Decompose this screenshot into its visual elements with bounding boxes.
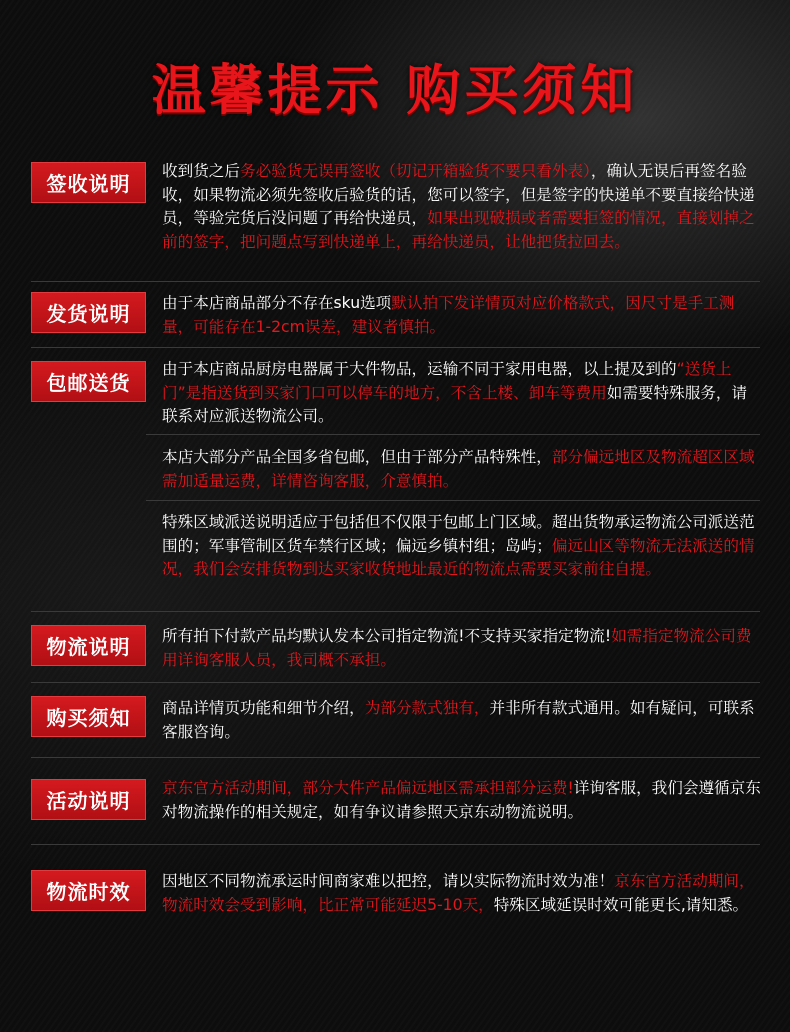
tag-free-delivery: 包邮送货 <box>31 361 146 402</box>
paragraph-free-delivery-3 <box>162 511 762 582</box>
tag-sign-receipt: 签收说明 <box>31 162 146 203</box>
tag-delivery-time: 物流时效 <box>31 870 146 911</box>
text-segment: ，确认无误后再签名验收，如果物流必须先签收后验货的话，您可以签字，但是签字的快递单不要直接给快递员，等验完货后没问题了再给快递员， <box>162 162 755 228</box>
text-segment-highlight: 务必验货无误再签收（切记开箱验货不要只看外表） <box>239 162 591 180</box>
divider <box>146 434 760 435</box>
paragraph-purchase-notice <box>162 697 762 744</box>
tag-shipping: 发货说明 <box>31 292 146 333</box>
text-segment: 特殊区域派送说明适应于包括但不仅限于包邮上门区域。超出货物承运物流公司派送范围的；军事管制区货车禁行区域；偏远乡镇村组；岛屿； <box>162 513 755 555</box>
divider <box>31 844 760 845</box>
text-segment: 由于本店商品厨房电器属于大件物品，运输不同于家用电器，以上提及到的 <box>162 360 677 378</box>
paragraph-shipping <box>162 292 762 339</box>
page-title: 温馨提示 购买须知 <box>151 59 639 122</box>
paragraph-free-delivery-1 <box>162 358 762 429</box>
text-segment-highlight: 京东官方活动期间，部分大件产品偏远地区需承担部分运费! <box>162 779 574 797</box>
text-segment: 详询客服，我们会遵循京东对物流操作的相关规定，如有争议请参照天京东动物流说明。 <box>162 779 761 821</box>
paragraph-free-delivery-2 <box>162 446 762 493</box>
text-segment-highlight: 如需指定物流公司费用详询客服人员，我司概不承担。 <box>162 627 752 669</box>
text-segment-highlight: 为部分款式独有， <box>364 699 490 717</box>
divider <box>31 682 760 683</box>
divider <box>31 347 760 348</box>
text-segment-highlight: 默认拍下发详情页对应价格款式，因尺寸是手工测量，可能存在1-2cm误差，建议者慎拍。 <box>162 294 735 336</box>
paragraph-delivery-time <box>162 870 762 917</box>
text-segment-highlight: 如果出现破损或者需要拒签的情况，直接划掉之前的签字，把问题点写到快递单上，再给快递员，让他把货拉回去。 <box>162 209 755 251</box>
text-segment-highlight: “送货上门”是指送货到买家门口可以停车的地方，不含上楼、卸车等费用 <box>162 360 732 402</box>
divider <box>146 500 760 501</box>
text-segment-highlight: 部分偏远地区及物流超区区域需加适量运费，详情咨询客服，介意慎拍。 <box>162 448 755 490</box>
tag-purchase-notice: 购买须知 <box>31 696 146 737</box>
divider <box>31 281 760 282</box>
tag-logistics: 物流说明 <box>31 625 146 666</box>
divider <box>31 611 760 612</box>
text-segment: 并非所有款式通用。如有疑问，可联系客服咨询。 <box>162 699 755 741</box>
text-segment: 商品详情页功能和细节介绍， <box>162 699 365 717</box>
text-segment: 如需要特殊服务，请联系对应派送物流公司。 <box>162 383 748 426</box>
text-segment: 本店大部分产品全国多省包邮，但由于部分产品特殊性， <box>162 448 552 466</box>
text-segment: 特殊区域延误时效可能更长,请知悉。 <box>493 895 749 914</box>
divider <box>31 757 760 758</box>
text-segment: 所有拍下付款产品均默认发本公司指定物流!不支持买家指定物流! <box>162 627 612 645</box>
text-segment: 由于本店商品部分不存在sku选项 <box>162 294 392 312</box>
paragraph-promotion <box>162 777 762 824</box>
text-segment-highlight: 京东官方活动期间，物流时效会受到影响，比正常可能延迟5-10天， <box>162 872 755 914</box>
text-segment: 收到货之后 <box>162 162 240 180</box>
text-segment: 因地区不同物流承运时间商家难以把控，请以实际物流时效为准！ <box>162 872 615 890</box>
text-segment-highlight: 偏远山区等物流无法派送的情况，我们会安排货物到达买家收货地址最近的物流点需要买家前往自提。 <box>162 536 755 579</box>
paragraph-sign-receipt <box>162 160 762 254</box>
paragraph-logistics <box>162 625 762 672</box>
tag-promotion: 活动说明 <box>31 779 146 820</box>
